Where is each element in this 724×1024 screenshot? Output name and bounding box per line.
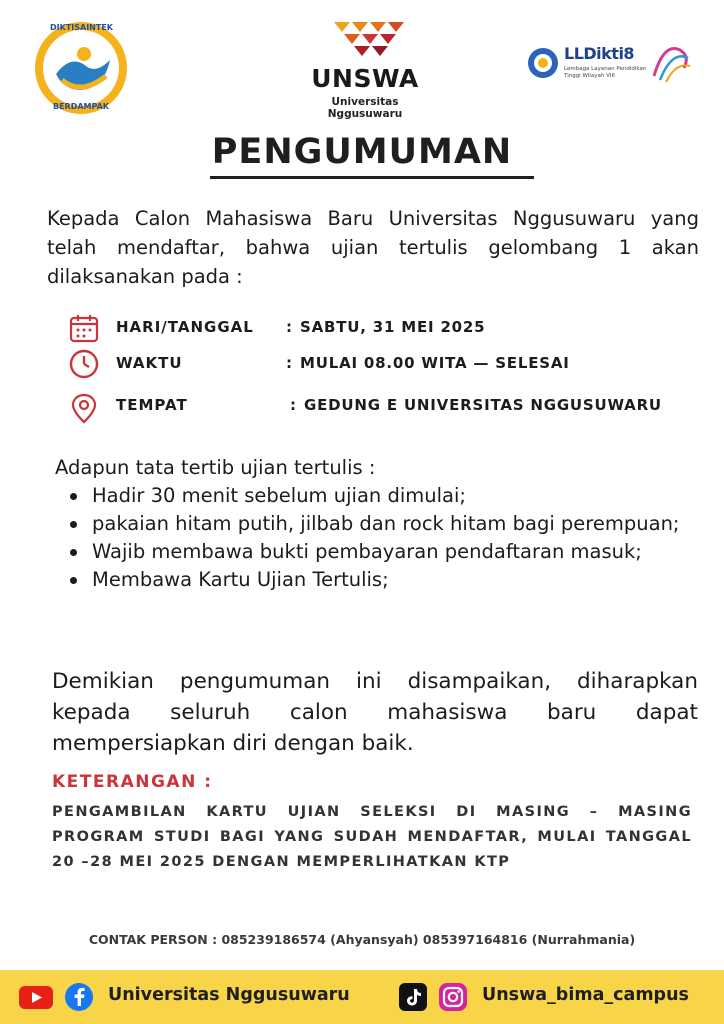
lldikti8-wordmark: LLDikti8	[564, 44, 635, 63]
rules-list	[68, 482, 700, 594]
schedule-value-date: SABTU, 31 MEI 2025	[300, 318, 486, 336]
list-item: Wajib membawa bukti pembayaran pendaftaran masuk;	[68, 538, 700, 566]
lldikti-swirl-icon	[650, 36, 694, 86]
location-pin-icon	[68, 390, 100, 426]
intro-paragraph: Kepada Calon Mahasiswa Baru Universitas Nggusuwaru yang telah mendaftar, bahwa ujian tertulis gelombang 1 akan dilaksanakan pada :	[47, 207, 699, 288]
unswa-wordmark: UNSWA	[311, 64, 419, 93]
keterangan-heading: KETERANGAN :	[52, 772, 213, 792]
instagram-icon[interactable]	[438, 982, 468, 1012]
rules-heading: Adapun tata tertib ujian tertulis :	[55, 456, 376, 479]
list-item: Membawa Kartu Ujian Tertulis;	[68, 566, 700, 594]
keterangan-body: PENGAMBILAN KARTU UJIAN SELEKSI DI MASING – MASING PROGRAM STUDI BAGI YANG SUDAH MENDAFTAR, MULAI TANGGAL 20 –28 MEI 2025 DENGAN MEMPERLIHATKAN KTP	[52, 804, 692, 870]
facebook-icon[interactable]	[64, 982, 94, 1012]
closing-paragraph: Demikian pengumuman ini disampaikan, diharapkan kepada seluruh calon mahasiswa baru dapat mempersiapkan diri dengan baik.	[52, 669, 698, 756]
footer-university-name[interactable]: Universitas Nggusuwaru	[108, 985, 350, 1005]
unswa-subtitle: Universitas Nggusuwaru	[327, 96, 403, 120]
title-underline	[210, 176, 534, 179]
unswa-logo	[300, 18, 430, 120]
left-logo-text-top-visible: DIKTISAINTEK	[50, 23, 113, 32]
schedule-value-time: MULAI 08.00 WITA — SELESAI	[300, 354, 570, 372]
schedule-value-place: GEDUNG E UNIVERSITAS NGGUSUWARU	[304, 396, 662, 414]
schedule-label-date: HARI/TANGGAL	[116, 318, 254, 336]
lldikti8-logo	[526, 34, 696, 94]
schedule-row-place	[68, 390, 708, 424]
footer-bar	[0, 970, 724, 1024]
lldikti8-subtitle: Lembaga Layanan Pendidikan Tinggi Wilayah VIII	[564, 66, 647, 79]
schedule-label-place: TEMPAT	[116, 396, 188, 414]
list-item: Hadir 30 menit sebelum ujian dimulai;	[68, 482, 700, 510]
page-title: PENGUMUMAN	[211, 132, 513, 172]
schedule-label-time: WAKTU	[116, 354, 183, 372]
youtube-icon[interactable]	[18, 982, 54, 1012]
diktisaintek-berdampak-logo	[26, 14, 136, 122]
tiktok-icon[interactable]	[398, 982, 428, 1012]
left-logo-text-bottom: BERDAMPAK	[52, 102, 110, 111]
schedule-colon: :	[286, 354, 292, 372]
schedule-row-time	[68, 348, 708, 382]
list-item: pakaian hitam putih, jilbab dan rock hitam bagi perempuan;	[68, 510, 700, 538]
clock-icon	[68, 348, 100, 380]
schedule-colon: :	[290, 396, 296, 414]
contact-person: CONTAK PERSON : 085239186574 (Ahyansyah) 085397164816 (Nurrahmania)	[88, 932, 636, 947]
schedule-colon: :	[286, 318, 292, 336]
schedule-row-date	[68, 312, 708, 346]
footer-instagram-handle[interactable]: Unswa_bima_campus	[482, 985, 689, 1005]
calendar-icon	[68, 312, 100, 344]
